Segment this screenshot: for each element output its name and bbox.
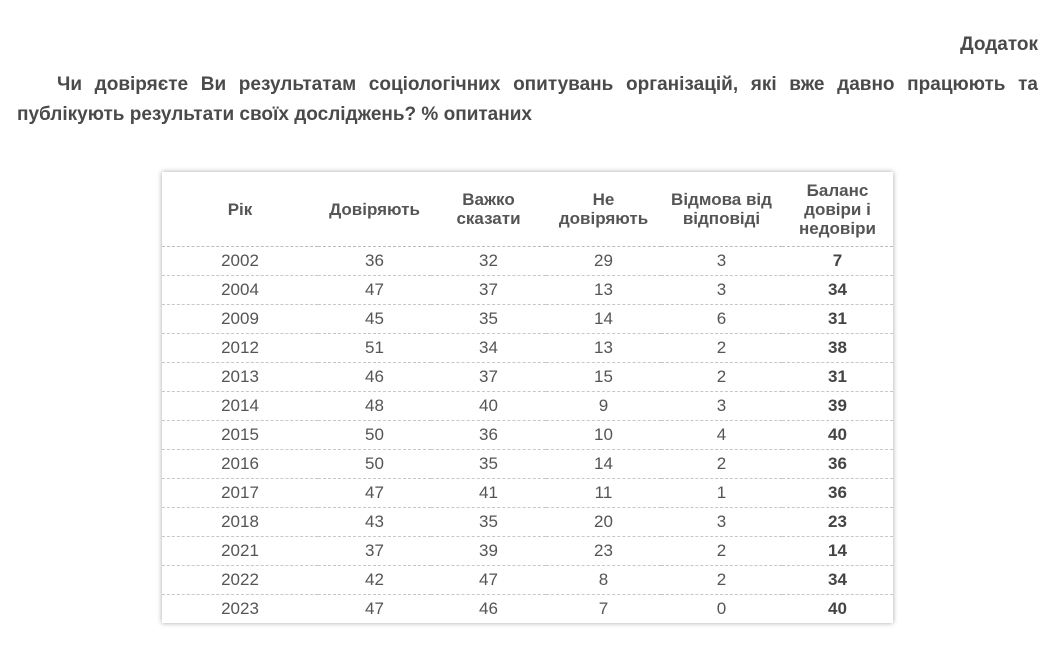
results-table-container [162,172,893,623]
cell-trust: 50 [318,421,431,450]
cell-hard-to-say: 35 [431,305,546,334]
appendix-label: Додаток [960,34,1038,55]
cell-trust: 36 [318,247,431,276]
cell-distrust: 10 [546,421,661,450]
cell-hard-to-say: 37 [431,363,546,392]
cell-trust: 47 [318,479,431,508]
table-row [162,537,893,566]
cell-distrust: 15 [546,363,661,392]
cell-hard-to-say: 32 [431,247,546,276]
cell-year: 2015 [162,421,318,450]
table-row [162,450,893,479]
cell-refusal: 2 [661,450,782,479]
survey-question: Чи довіряєте Ви результатам соціологічних опитувань організацій, які вже давно працюють та публікують результати своїх досліджень? % опитаних [17,74,1038,125]
cell-refusal: 3 [661,508,782,537]
cell-hard-to-say: 34 [431,334,546,363]
cell-balance: 36 [782,479,893,508]
cell-distrust: 13 [546,276,661,305]
cell-hard-to-say: 39 [431,537,546,566]
header-hard-to-say: Важко сказати [431,172,546,247]
cell-balance: 14 [782,537,893,566]
cell-refusal: 4 [661,421,782,450]
cell-balance: 34 [782,276,893,305]
table-body [162,247,893,624]
table-header [162,172,893,247]
table-row [162,508,893,537]
cell-year: 2021 [162,537,318,566]
cell-distrust: 14 [546,305,661,334]
cell-balance: 40 [828,599,847,618]
cell-trust: 42 [318,566,431,595]
cell-balance: 40 [782,421,893,450]
cell-distrust: 29 [546,247,661,276]
cell-trust: 45 [318,305,431,334]
cell-refusal: 3 [661,392,782,421]
cell-hard-to-say: 37 [431,276,546,305]
cell-balance: 23 [782,508,893,537]
cell-distrust: 13 [546,334,661,363]
cell-trust: 50 [318,450,431,479]
cell-refusal: 2 [661,363,782,392]
cell-distrust: 20 [546,508,661,537]
cell-year: 2022 [162,566,318,595]
header-balance: Баланс довіри і недовіри [782,172,893,247]
cell-hard-to-say: 35 [431,508,546,537]
cell-year: 2016 [162,450,318,479]
table-row [162,276,893,305]
cell-distrust: 23 [546,537,661,566]
cell-trust: 51 [318,334,431,363]
cell-hard-to-say: 47 [431,566,546,595]
cell-year: 2009 [162,305,318,334]
table-row [162,595,893,624]
table-row [162,363,893,392]
table-row [162,479,893,508]
cell-distrust: 7 [598,599,609,618]
cell-year: 2012 [162,334,318,363]
table-row [162,305,893,334]
cell-hard-to-say: 35 [431,450,546,479]
cell-balance: 36 [782,450,893,479]
cell-refusal: 3 [661,247,782,276]
header-refusal: Відмова від відповіді [661,172,782,247]
cell-distrust: 11 [546,479,661,508]
cell-year: 2004 [162,276,318,305]
cell-refusal: 3 [661,276,782,305]
cell-distrust: 8 [546,566,661,595]
cell-year: 2013 [162,363,318,392]
cell-balance: 34 [782,566,893,595]
cell-trust: 47 [318,276,431,305]
cell-year: 2014 [162,392,318,421]
cell-trust: 48 [318,392,431,421]
cell-year: 2023 [221,599,259,618]
cell-refusal: 2 [661,566,782,595]
results-table [162,172,893,623]
header-trust: Довіряють [318,172,431,247]
cell-balance: 31 [782,305,893,334]
cell-balance: 39 [782,392,893,421]
cell-year: 2018 [162,508,318,537]
table-row [162,392,893,421]
table-row [162,566,893,595]
table-row [162,247,893,276]
table-row [162,334,893,363]
cell-balance: 7 [782,247,893,276]
cell-trust: 43 [318,508,431,537]
cell-trust: 46 [318,363,431,392]
cell-trust: 47 [365,599,384,618]
cell-year: 2017 [162,479,318,508]
header-year: Рік [162,172,318,247]
cell-refusal: 2 [661,537,782,566]
cell-hard-to-say: 36 [431,421,546,450]
cell-hard-to-say: 41 [431,479,546,508]
cell-hard-to-say: 46 [479,599,498,618]
cell-year: 2002 [162,247,318,276]
cell-refusal: 6 [661,305,782,334]
cell-refusal: 1 [661,479,782,508]
cell-trust: 37 [318,537,431,566]
cell-refusal: 2 [661,334,782,363]
cell-balance: 31 [782,363,893,392]
header-distrust: Не довіряють [546,172,661,247]
cell-refusal: 0 [716,599,727,618]
header-row [162,172,893,247]
table-row [162,421,893,450]
cell-balance: 38 [782,334,893,363]
cell-hard-to-say: 40 [431,392,546,421]
cell-distrust: 9 [546,392,661,421]
cell-distrust: 14 [546,450,661,479]
